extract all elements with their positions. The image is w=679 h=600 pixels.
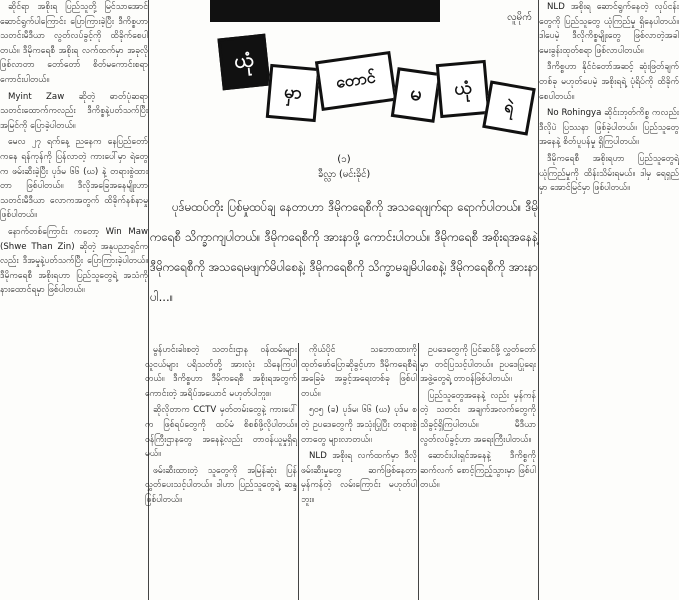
paragraph: ဆိုလိုတာက CCTV မှတ်တမ်းတွေနဲ့ ကားပေါ်က ဖြစ်ရပ်တွေကို ထပ်မံ စိစစ်ဖို့လိုပါတယ်။ ဝန်ကြီးဌာနတွေ အနေနဲ့လည်း တာဝန်ယူမှုရှိရမယ်။ bbox=[145, 405, 297, 460]
article-masthead bbox=[150, 0, 538, 180]
author-name: ခီလ္လာ (မင်းခိုင်) bbox=[317, 169, 371, 180]
paragraph: ကိုယ်ပိုင် သဘောထားကို ထုတ်ဖော်ပြောဆိုခွင့်ဟာ ဒီမိုကရေစီရဲ့ အခြေခံ အခွင့်အရေးတစ်ခု ဖြစ်ပါတယ်။ bbox=[301, 345, 417, 399]
center-column-3 bbox=[420, 343, 536, 600]
paragraph: ၅၀၅ (ခ) ပုဒ်မ၊ ၆၆ (ဃ) ပုဒ်မ စတဲ့ ဥပဒေတွေကို အသုံးပြုပြီး တရားစွဲတာတွေ များလာတယ်။ bbox=[301, 405, 417, 445]
paragraph: NLD အစိုးရ လက်ထက်မှာ ဒီလို ဖမ်းဆီးမှုတွေ ဆက်ဖြစ်နေတာ မှန်ကန်တဲ့ လမ်းကြောင်း မဟုတ်ပါဘူး။ bbox=[301, 451, 417, 505]
paragraph: ဆောင်းပါးရှင်အနေနဲ့ ဒီကိစ္စကို ဆက်လက် စောင့်ကြည့်သွားမှာ ဖြစ်ပါတယ်။ bbox=[420, 451, 536, 491]
paragraph: ဒီမိုကရေစီ အစိုးရဟာ ပြည်သူတွေရဲ့ ယုံကြည်မှုကို ထိန်းသိမ်းရမယ်။ ဒါမှ ရေရှည်မှာ အောင်မြင်မှာ ဖြစ်ပါတယ်။ bbox=[539, 153, 679, 194]
paragraph: No Rohingya ဆိုင်းဘုတ်ကိစ္စ ကလည်း ဒီလိုပဲ ပြဿနာ ဖြစ်ခဲ့ပါတယ်။ ပြည်သူတွေ အနေနဲ့ စိတ်ပူပန်မှု ရှိကြပါတယ်။ bbox=[539, 108, 679, 148]
byline: လူမိုက် bbox=[507, 12, 532, 23]
column-rule bbox=[418, 343, 419, 600]
title-tile: ယုံ bbox=[436, 60, 491, 118]
title-tile: ရဲ bbox=[482, 80, 536, 135]
paragraph: NLD အစိုးရ ဆောင်ရွက်နေတဲ့ လုပ်ငန်းတွေကို ပြည်သူတွေ ယုံကြည်မှု ရှိနေပါတယ်။ ဒါပေမဲ့ ဒီလိုကိစ္စမျိုးတွေ ဖြစ်လာတဲ့အခါ မေးခွန်းထုတ်စရာ ဖြစ်လာပါတယ်။ bbox=[539, 2, 679, 56]
left-column bbox=[0, 0, 148, 600]
title-tile: မ bbox=[391, 67, 442, 123]
lead-text: ပုဒ်မထပ်တိုး ပြစ်မှုထပ်ချ နေတာဟာ ဒီမိုကရေစီကို အသရေဖျက်ရာ ရောက်ပါတယ်။ ဒီမိုကရေစီ သိက္ခာကျပါတယ်။ ဒီမိုကရေစီကို အားနာဖို့ ကောင်းပါတယ်။ ဒီမိုကရေစီ အစိုးရအနေနဲ့ ဒီမိုကရေစီကို အသရေမဖျက်မိပါစေနဲ့၊ ဒီမိုကရေစီကို သိက္ခာမချမိပါစေနဲ့၊ ဒီမိုကရေစီကို အားနာပါ...။ bbox=[150, 200, 538, 304]
center-column-2 bbox=[301, 343, 417, 600]
paragraph: ဒီကိစ္စဟာ နိုင်ငံတော်အဆင့် ဆုံးဖြတ်ချက်တစ်ခု မဟုတ်ပေမဲ့ အစိုးရရဲ့ ပုံရိပ်ကို ထိခိုက်စေပါတယ်။ bbox=[539, 62, 679, 102]
paragraph: ဥပဒေတွေကို ပြင်ဆင်ဖို့ လွှတ်တော်မှာ တင်ပြသင့်ပါတယ်။ ဥပဒေပြုရေး အဖွဲ့တွေရဲ့ တာဝန်ဖြစ်ပါတယ်။ bbox=[420, 345, 536, 385]
paragraph: Myint Zaw ဆိုတဲ့ ဓာတ်ပုံဆရာ သတင်းထောက်ကလည်း ဒီကိစ္စနဲ့ပတ်သက်ပြီး အမြင်ကို ပြောခဲ့ပါတယ်။ bbox=[0, 91, 148, 131]
title-tile: ယုံ bbox=[217, 34, 270, 91]
title-bar bbox=[210, 0, 440, 22]
center-column-1 bbox=[145, 343, 297, 600]
title-tile: တောင် bbox=[315, 51, 397, 111]
paragraph: မွန်ဟင်းခါးစတဲ့ သတင်းဌာန ဝန်ထမ်းများ လူငယ်များ ပရိသတ်တို့ အားလုံး သိနေကြပါတယ်။ ဒီကိစ္စဟာ ဒီမိုကရေစီ အစိုးရအတွက် ကောင်းတဲ့ အရိပ်အယောင် မဟုတ်ပါဘူး။ bbox=[145, 345, 297, 399]
title-tile: မှာ bbox=[266, 64, 321, 122]
paragraph: နောက်တစ်ကြောင်း ကတော့ Win Maw (Shwe Than Zin) ဆိုတဲ့ အနုပညာရှင်ကလည်း ဒီအမှုနဲ့ပတ်သက်ပြီး ပြောကြားခဲ့ပါတယ်။ ဒီမိုကရေစီ အစိုးရဟာ ပြည်သူတွေရဲ့ အသံကို နားထောင်ရမှာ ဖြစ်ပါတယ်။ bbox=[0, 226, 148, 296]
lead-paragraph bbox=[150, 192, 538, 312]
part-number: (၁) bbox=[337, 154, 351, 165]
right-column bbox=[539, 0, 679, 600]
column-rule bbox=[298, 343, 299, 600]
paragraph: ဖမ်းဆီးထားတဲ့ သူတွေကို အမြန်ဆုံး ပြန်လွှတ်ပေးသင့်ပါတယ်။ ဒါဟာ ပြည်သူတွေရဲ့ ဆန္ဒဖြစ်ပါတယ်။ bbox=[145, 465, 297, 505]
paragraph: ပြည်သူတွေအနေနဲ့ လည်း မှန်ကန်တဲ့ သတင်း အချက်အလက်တွေကို သိခွင့်ရှိကြပါတယ်။ မီဒီယာ လွတ်လပ်ခွင့်ဟာ အရေးကြီးပါတယ်။ bbox=[420, 390, 536, 445]
paragraph: မေလ ၂၇ ရက်နေ့ ညနေက နေပြည်တော် ကနေ ရန်ကုန်ကို ပြန်လာတဲ့ ကားပေါ်မှာ ရဲတွေက ဖမ်းဆီးခဲ့ပြီး ပုဒ်မ ၆၆ (ဃ) နဲ့ တရားစွဲထားတာ ဖြစ်ပါတယ်။ ဒီလိုအခြေအနေမျိုးဟာ သတင်းမီဒီယာ လောကအတွက် ထိခိုက်နစ်နာမှု ဖြစ်ပါတယ်။ bbox=[0, 137, 148, 221]
paragraph: ဆိုင်ရာ အစိုးရ ပြည်သူတို့ မြင်သာအောင် ဆောင်ရွက်ပါကြောင်း ပြောကြားခဲ့ပြီး ဒီကိစ္စဟာ သတင်းမီဒီယာ လွတ်လပ်ခွင့်ကို ထိခိုက်စေပါတယ်။ ဒီမိုကရေစီ အစိုးရ လက်ထက်မှာ အခုလိုဖြစ်လာတာ တော်တော် စိတ်မကောင်းစရာ ကောင်းပါတယ်။ bbox=[0, 2, 148, 85]
